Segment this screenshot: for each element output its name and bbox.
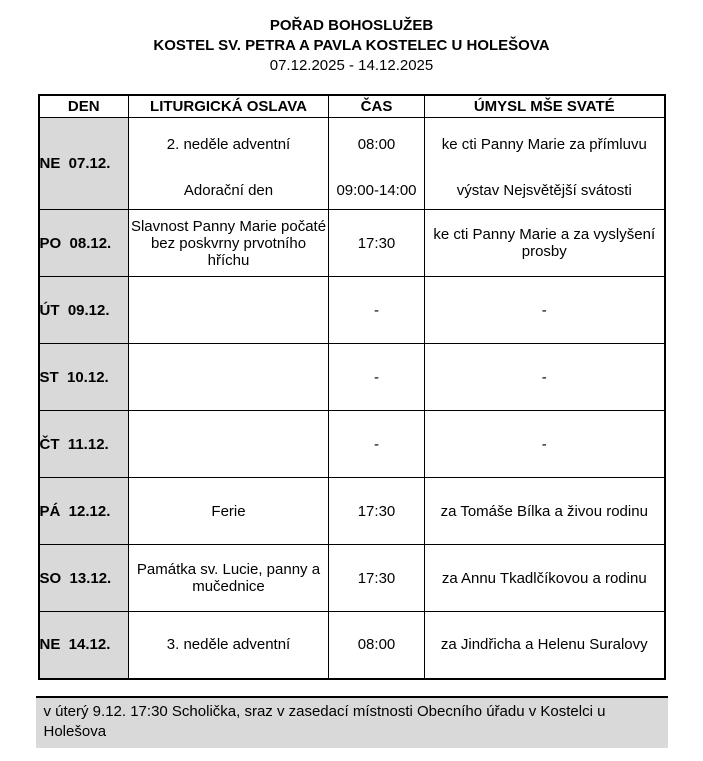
column-header-cas: ČAS xyxy=(329,95,425,118)
oslava-cell: Slavnost Panny Marie počaté bez poskvrny prvotního hříchu xyxy=(129,210,329,277)
oslava-cell xyxy=(129,118,329,210)
umysl-cell: - xyxy=(425,277,665,344)
oslava-cell: Památka sv. Lucie, panny a mučednice xyxy=(129,545,329,612)
schedule-table xyxy=(38,94,666,680)
oslava-cell xyxy=(129,277,329,344)
den-cell: ST 10.12. xyxy=(39,344,129,411)
table-row xyxy=(39,277,665,344)
table-row xyxy=(39,478,665,545)
den-cell: PÁ 12.12. xyxy=(39,478,129,545)
table-row xyxy=(39,545,665,612)
table-row xyxy=(39,210,665,277)
cas-cell xyxy=(329,118,425,210)
church-name: KOSTEL SV. PETRA A PAVLA KOSTELEC U HOLEŠOVA xyxy=(153,37,550,54)
den-cell: SO 13.12. xyxy=(39,545,129,612)
header-row xyxy=(39,95,665,118)
oslava-line-bottom: Adorační den xyxy=(183,181,274,199)
column-header-oslava: LITURGICKÁ OSLAVA xyxy=(129,95,329,118)
cas-cell: 17:30 xyxy=(329,210,425,277)
oslava-cell xyxy=(129,411,329,478)
date-range: 07.12.2025 - 14.12.2025 xyxy=(269,57,434,74)
umysl-cell: - xyxy=(425,411,665,478)
umysl-cell: za Jindřicha a Helenu Suralovy xyxy=(425,612,665,679)
cas-cell: 08:00 xyxy=(329,612,425,679)
cas-line-bottom: 09:00-14:00 xyxy=(336,181,417,199)
oslava-cell: 3. neděle adventní xyxy=(129,612,329,679)
column-header-den: DEN xyxy=(39,95,129,118)
umysl-line-bottom: výstav Nejsvětější svátosti xyxy=(456,181,632,199)
den-cell: ČT 11.12. xyxy=(39,411,129,478)
den-cell: NE 07.12. xyxy=(39,118,129,210)
umysl-cell: za Annu Tkadlčíkovou a rodinu xyxy=(425,545,665,612)
page-title: POŘAD BOHOSLUŽEB xyxy=(269,17,434,34)
title-block xyxy=(0,16,703,76)
cas-line-top: 08:00 xyxy=(357,135,396,153)
umysl-cell xyxy=(425,118,665,210)
table-row xyxy=(39,411,665,478)
column-header-umysl: ÚMYSL MŠE SVATÉ xyxy=(425,95,665,118)
cas-cell: - xyxy=(329,411,425,478)
cas-cell: - xyxy=(329,277,425,344)
footer-note: v úterý 9.12. 17:30 Scholička, sraz v zasedací místnosti Obecního úřadu v Kostelci u Holešova xyxy=(36,696,668,748)
table-row xyxy=(39,612,665,679)
table-row xyxy=(39,118,665,210)
oslava-cell xyxy=(129,344,329,411)
cas-cell: 17:30 xyxy=(329,478,425,545)
den-cell: NE 14.12. xyxy=(39,612,129,679)
cas-cell: - xyxy=(329,344,425,411)
umysl-cell: za Tomáše Bílka a živou rodinu xyxy=(425,478,665,545)
umysl-cell: ke cti Panny Marie a za vyslyšení prosby xyxy=(425,210,665,277)
umysl-cell: - xyxy=(425,344,665,411)
oslava-cell: Ferie xyxy=(129,478,329,545)
cas-cell: 17:30 xyxy=(329,545,425,612)
table-row xyxy=(39,344,665,411)
umysl-line-top: ke cti Panny Marie za přímluvu xyxy=(441,135,647,153)
den-cell: PO 08.12. xyxy=(39,210,129,277)
den-cell: ÚT 09.12. xyxy=(39,277,129,344)
oslava-line-top: 2. neděle adventní xyxy=(166,135,291,153)
